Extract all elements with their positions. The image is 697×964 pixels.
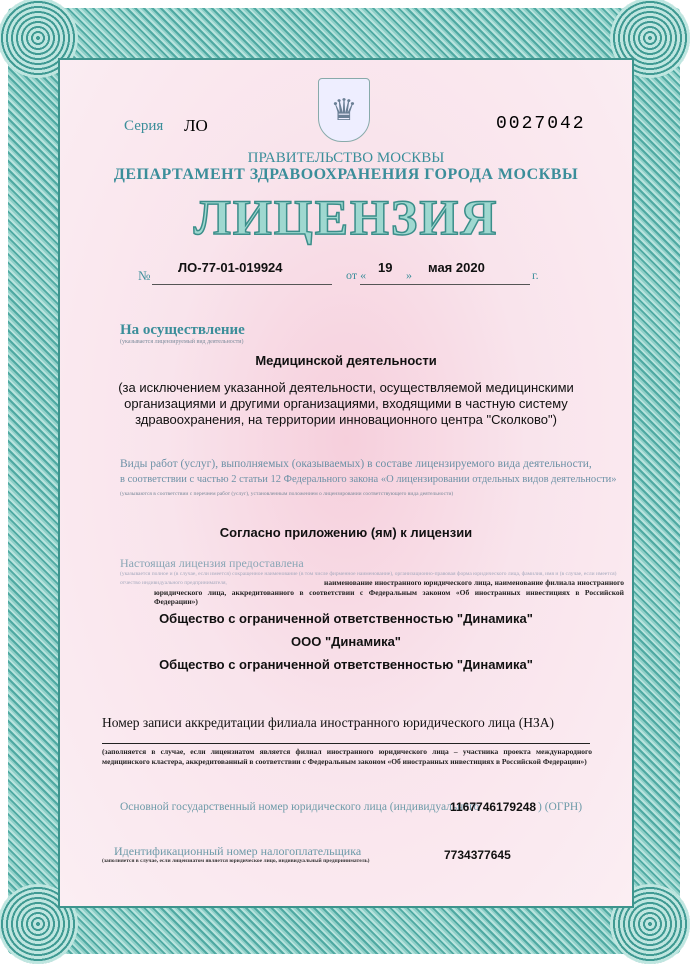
department-name: ДЕПАРТАМЕНТ ЗДРАВООХРАНЕНИЯ ГОРОДА МОСКВЫ	[113, 166, 579, 183]
inn-label: Идентификационный номер налогоплательщика	[114, 844, 362, 858]
licensee-short-name: ООО "Динамика"	[291, 634, 401, 649]
coat-of-arms-emblem: ♛	[318, 78, 370, 142]
licensee-full-name: Общество с ограниченной ответственностью "Динамика"	[159, 611, 533, 626]
government-name: ПРАВИТЕЛЬСТВО МОСКВЫ	[247, 150, 445, 166]
activity-hint: (указывается лицензируемый вид деятельности)	[120, 339, 244, 345]
series-value: ЛО	[184, 116, 208, 135]
ogrn-label: Основной государственный номер юридического лица (индивидуального	[120, 801, 480, 813]
works-value: Согласно приложению (ям) к лицензии	[219, 525, 473, 540]
works-line2: в соответствии с частью 2 статьи 12 Федерального закона «О лицензировании отдельных видов деятельности»	[120, 474, 617, 485]
ogrn-suffix: ) (ОГРН)	[538, 801, 583, 813]
works-line1: Виды работ (услуг), выполняемых (оказываемых) в составе лицензируемого вида деятельности,	[120, 458, 592, 470]
from-label: от «	[346, 268, 367, 282]
license-document	[8, 8, 680, 954]
number-label: №	[138, 268, 151, 283]
license-day: 19	[378, 260, 393, 275]
license-number: ЛО-77-01-019924	[178, 260, 283, 275]
granted-overlay: наименование иностранного юридического лица, наименование филиала иностранного юридического лица, аккредитованного в соответствии с Федеральным законом «Об иностранных инвестициях в Российской Федерации»)	[154, 578, 624, 606]
granted-hint: (указывается полное и (в случае, если имеется) сокращенное наименование (в том числе фирменное наименование), организационно-правовая форма юридического лица, фамилия, имя и (в случае, если имеется) отчество индивидуального предпринимателя,	[120, 571, 617, 586]
activity-value: Медицинской деятельности	[255, 353, 437, 368]
licensee-firm-name: Общество с ограниченной ответственностью "Динамика"	[159, 657, 533, 672]
inn-hint: (заполняется в случае, если лицензиатом является юридическое лицо, индивидуальный предприниматель)	[102, 858, 370, 864]
nza-hint: (заполняется в случае, если лицензиатом является филиал иностранного юридического лица – участника проекта международного медицинского кластера, аккредитованный в соответствии с Федеральным законом «Об иностранных инвестициях в Российской Федерации»)	[102, 747, 592, 766]
activity-label: На осуществление	[120, 322, 245, 338]
works-hint: (указываются в соответствии с перечнем работ (услуг), установленным положением о лицензировании соответствующего вида деятельности)	[120, 491, 454, 497]
form-number: 0027042	[496, 114, 586, 134]
quote-close: »	[406, 268, 412, 282]
granted-label: Настоящая лицензия предоставлена	[120, 556, 304, 570]
activity-details: (за исключением указанной деятельности, осуществляемой медицинскими организациями и другими организациями, входящими в частную систему здравоохранения, на территории инновационного центра "Сколково")	[118, 380, 574, 427]
document-body	[58, 58, 634, 908]
inn-value: 7734377645	[444, 848, 511, 862]
series-label: Серия	[124, 118, 164, 134]
license-month-year: мая 2020	[428, 260, 485, 275]
ogrn-value: 1167746179248	[450, 800, 537, 814]
document-title: ЛИЦЕНЗИЯ	[193, 189, 499, 245]
nza-label: Номер записи аккредитации филиала иностранного юридического лица (НЗА)	[102, 715, 554, 730]
year-suffix: г.	[532, 268, 539, 282]
